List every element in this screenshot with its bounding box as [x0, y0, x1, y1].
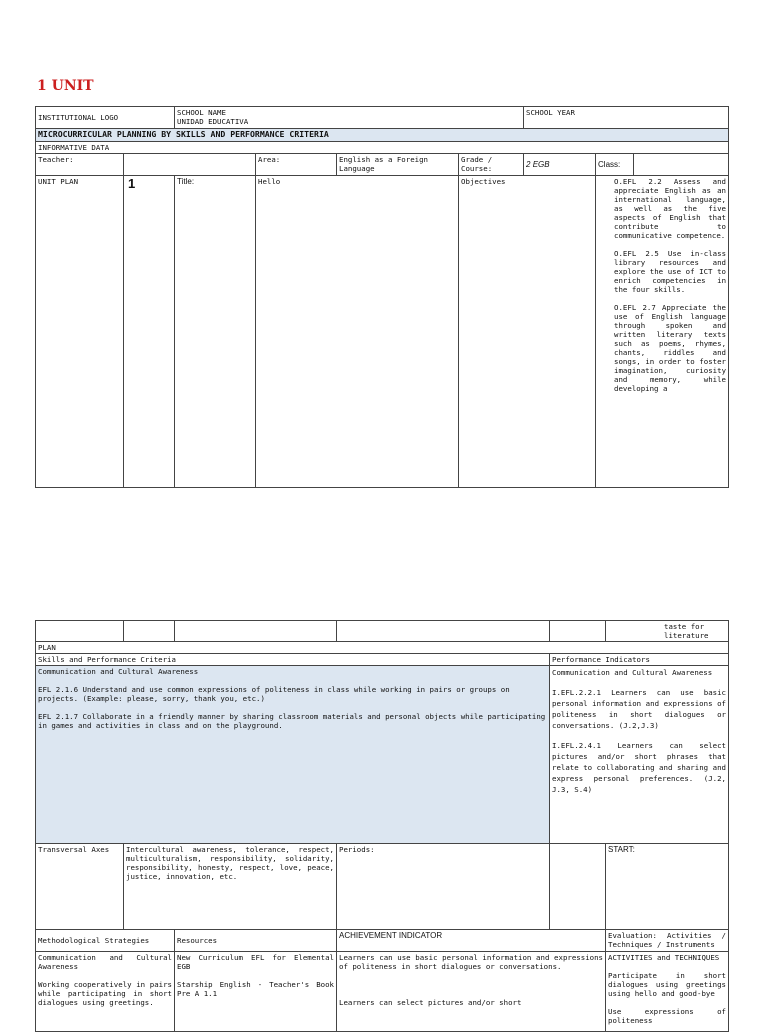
objectives-cell — [596, 176, 729, 488]
grade-label: Grade / Course: — [459, 154, 524, 176]
evaluation-header: Evaluation: Activities / Techniques / Instruments — [606, 930, 729, 952]
achievement-2: Learners can select pictures and/or short — [339, 998, 522, 1007]
achievement-cell — [337, 952, 606, 1032]
indicator-item: I.EFL.2.4.1 Learners can select pictures and/or short phrases that relate to collaborating and sharing and express personal preferences. (J.2, J.3, S.4) — [552, 741, 726, 794]
skills-header: Skills and Performance Criteria — [36, 654, 550, 666]
start-label: START: — [606, 844, 729, 930]
school-name-value: UNIDAD EDUCATIVA — [177, 117, 249, 126]
objective-item: O.EFL 2.2 Assess and appreciate English as an international language, as well as the five aspects of English that contribute to communicative competence. — [614, 177, 727, 240]
page-title: 1 UNIT — [37, 78, 94, 94]
strategies-title: Communication and Cultural Awareness — [38, 953, 172, 971]
unit-number: 1 — [124, 176, 175, 488]
resources-header: Resources — [175, 930, 337, 952]
strategies-header: Methodological Strategies — [36, 930, 175, 952]
resources-text: New Curriculum EFL for Elemental EGB — [177, 953, 334, 971]
teacher-value — [124, 154, 256, 176]
skills-title: Communication and Cultural Awareness — [38, 667, 199, 676]
class-label: Class: — [596, 154, 634, 176]
resources-book: Starship English - Teacher's Book Pre A 1.1 — [177, 980, 334, 998]
objectives-label: Objectives — [459, 176, 596, 488]
periods-label: Periods: — [339, 845, 375, 854]
transversal-value: Intercultural awareness, tolerance, respect, multiculturalism, responsibility, solidarity, responsibility, honesty, respect, love, peace, justice, innovation, etc. — [124, 844, 337, 930]
achievement-header: ACHIEVEMENT INDICATOR — [337, 930, 606, 952]
indicators-title: Communication and Cultural Awareness — [552, 668, 713, 677]
periods-cell — [337, 844, 550, 930]
activity-1: Participate in short dialogues using greetings using hello and good-bye — [608, 971, 726, 998]
skills-cell — [36, 666, 550, 844]
objective-item: O.EFL 2.5 Use in-class library resources and explore the use of ICT to enrich competencies in the four skills. — [614, 249, 727, 294]
achievement-1: Learners can use basic personal information and expressions of politeness in short dialogues or conversations. — [339, 953, 603, 971]
strategies-text: Working cooperatively in pairs while participating in short dialogues using greetings. — [38, 980, 172, 1007]
indicators-cell — [550, 666, 729, 844]
institutional-logo: INSTITUTIONAL LOGO — [36, 107, 175, 129]
area-value: English as a Foreign Language — [337, 154, 459, 176]
main-title: MICROCURRICULAR PLANNING BY SKILLS AND PERFORMANCE CRITERIA — [36, 129, 729, 142]
planning-table-top — [35, 106, 729, 488]
evaluation-cell — [606, 952, 729, 1032]
skill-item: EFL 2.1.6 Understand and use common expressions of politeness in class while working in pairs or groups on projects. (Example: please, sorry, thank you, etc.) — [38, 685, 510, 703]
title-value: Hello — [256, 176, 459, 488]
periods-blank — [550, 844, 606, 930]
area-label: Area: — [256, 154, 337, 176]
objective-continued: taste for literature — [606, 621, 729, 642]
activities-title: ACTIVITIES and TECHNIQUES — [608, 953, 720, 962]
skill-item: EFL 2.1.7 Collaborate in a friendly manner by sharing classroom materials and personal objects while participating in games and activities in class and on the playground. — [38, 712, 546, 730]
indicators-header: Performance Indicators — [550, 654, 729, 666]
plan-label: PLAN — [36, 642, 729, 654]
grade-value: 2 EGB — [526, 160, 550, 169]
school-year-label: SCHOOL YEAR — [524, 107, 729, 129]
planning-table-bottom — [35, 620, 729, 1032]
strategies-cell — [36, 952, 175, 1032]
title-label: Title: — [175, 176, 256, 488]
resources-cell — [175, 952, 337, 1032]
school-name-cell — [175, 107, 524, 129]
objective-item: O.EFL 2.7 Appreciate the use of English language through spoken and written literary texts such as poems, rhymes, chants, riddles and songs, in order to foster imagination, curiosity and memory, while developing a — [614, 303, 727, 393]
teacher-label: Teacher: — [36, 154, 124, 176]
class-value — [634, 154, 729, 176]
unit-plan-label: UNIT PLAN — [36, 176, 124, 488]
activity-2: Use expressions of politeness — [608, 1007, 726, 1025]
informative-data: INFORMATIVE DATA — [36, 142, 729, 154]
transversal-label: Transversal Axes — [36, 844, 124, 930]
indicator-item: I.EFL.2.2.1 Learners can use basic personal information and expressions of politeness in short dialogues or conversations. (J.2,J.3) — [552, 688, 726, 730]
school-name-label: SCHOOL NAME — [177, 108, 226, 117]
